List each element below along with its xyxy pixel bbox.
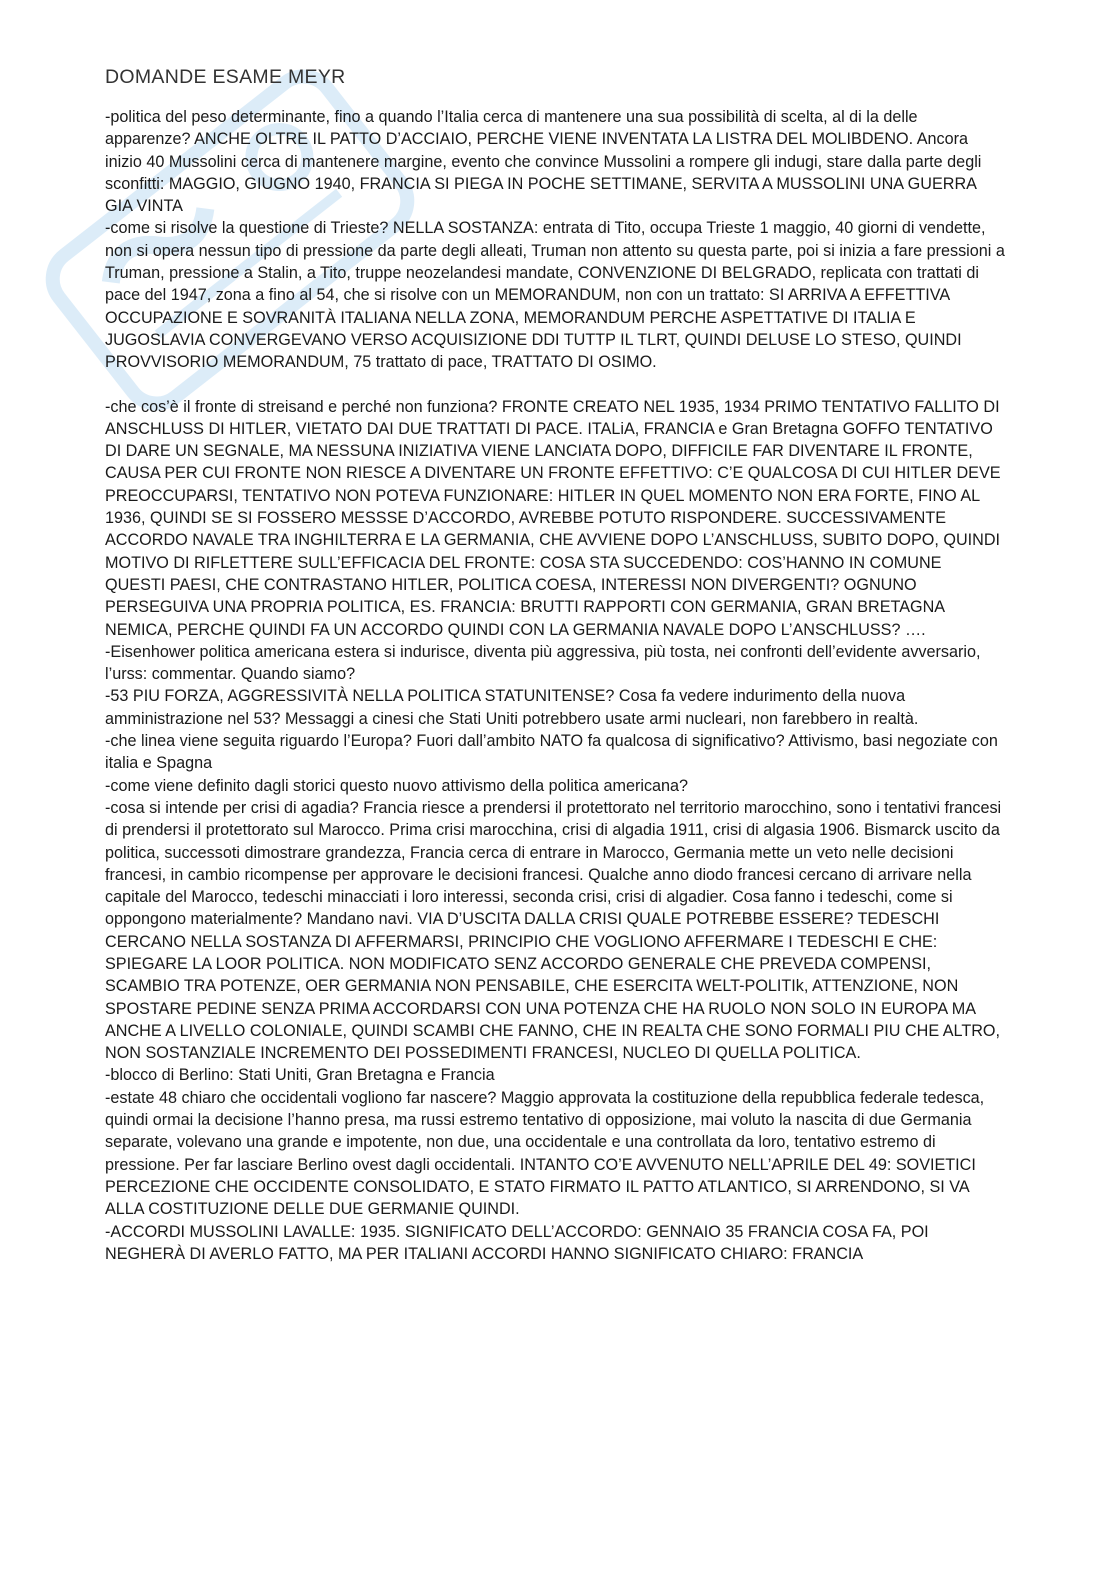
paragraph-peso-determinante: -politica del peso determinante, fino a quando l’Italia cerca di mantenere una sua possibilità di scelta, al di la delle apparenze? ANCHE OLTRE IL PATTO D’ACCIAIO, PERCHE VIENE INVENTATA LA LISTRA DEL MOLIBDENO. Ancora inizio 40 Mussolini cerca di mantenere margine, evento che convince Mussolini a rompere gli indugi, stare dalla parte degli sconfitti: MAGGIO, GIUGNO 1940, FRANCIA SI PIEGA IN POCHE SETTIMANE, SERVITA A MUSSOLINI UNA GUERRA GIA VINTA — [105, 108, 982, 216]
document-title: DOMANDE ESAME MEYR — [105, 66, 346, 88]
paragraph-trieste: -come si risolve la questione di Trieste? NELLA SOSTANZA: entrata di Tito, occupa Trieste 1 maggio, 40 giorni di vendette, non si opera nessun tipo di pressione da parte degli alleati, Truman non attento su questa parte, poi si inizia a fare pressioni a Truman, pressione a Stalin, a Tito, truppe neozelandesi mandate, CONVENZIONE DI BELGRADO, replicata con trattati di pace del 1947, zona a fino al 54, che si risolve con un MEMORANDUM, non con un trattato: SI ARRIVA A EFFETTIVA OCCUPAZIONE E SOVRANITÀ ITALIANA NELLA ZONA, MEMORANDUM PERCHE ASPETTATIVE DI ITALIA E JUGOSLAVIA CONVERGEVANO VERSO ACQUISIZIONE DDI TUTTP IL TLRT, QUINDI DELUSE LO STESO, QUINDI PROVVISORIO MEMORANDUM, 75 trattato di pace, TRATTATO DI OSIMO. — [105, 219, 1005, 372]
paragraph-attivismo: -come viene definito dagli storici questo nuovo attivismo della politica americana? — [105, 776, 689, 795]
document-page — [105, 66, 1005, 1265]
paragraph-eisenhower: -Eisenhower politica americana estera si indurisce, diventa più aggressiva, più tosta, nei confronti dell’evidente avversario, l’urss: commentar. Quando siamo? — [105, 642, 981, 684]
paragraph-fronte-stresa: -che cos’è il fronte di streisand e perché non funziona? FRONTE CREATO NEL 1935, 1934 PRIMO TENTATIVO FALLITO DI ANSCHLUSS DI HITLER, VIETATO DAI DUE TRATTATI DI PACE. ITALiA, FRANCIA e Gran Bretagna GOFFO TENTATIVO DI DARE UN SEGNALE, MA NESSUNA INIZIATIVA VIENE LANCIATA DOPO, DIFFICILE FAR DIVENTARE IL FRONTE, CAUSA PER CUI FRONTE NON RIESCE A DIVENTARE UN FRONTE EFFETTIVO: C’E QUALCOSA DI CUI HITLER DEVE PREOCCUPARSI, TENTATIVO NON POTEVA FUNZIONARE: HITLER IN QUEL MOMENTO NON ERA FORTE, FINO AL 1936, QUINDI SE SI FOSSERO MESSSE D’ACCORDO, AVREBBE POTUTO RISPONDERE. SUCCESSIVAMENTE ACCORDO NAVALE TRA INGHILTERRA E LA GERMANIA, CHE AVVIENE DOPO L’ANSCHLUSS, SUBITO DOPO, QUINDI MOTIVO DI RIFLETTERE SULL’EFFICACIA DEL FRONTE: COSA STA SUCCEDENDO: COS’HANNO IN COMUNE QUESTI PAESI, CHE CONTRASTANO HITLER, POLITICA COESA, INTERESSI NON DIVERGENTI? OGNUNO PERSEGUIVA UNA PROPRIA POLITICA, ES. FRANCIA: BRUTTI RAPPORTI CON GERMANIA, GRAN BRETAGNA NEMICA, PERCHE QUINDI FA UN ACCORDO QUINDI CON LA GERMANIA NAVALE DOPO L’ANSCHLUSS? …. — [105, 397, 1001, 639]
paragraph-europa-linea: -che linea viene seguita riguardo l’Europa? Fuori dall’ambito NATO fa qualcosa di significativo? Attivismo, basi negoziate con italia e Spagna — [105, 732, 998, 773]
paragraph-estate-48: -estate 48 chiaro che occidentali vogliono far nascere? Maggio approvata la costituzione della repubblica federale tedesca, quindi ormai la decisione l’hanno presa, ma russi estremo tentativo di opposizione, mai voluto la nascita di due Germania separate, volevano una grande e impotente, non due, una occidentale e una controllata da loro, tentativo estremo di pressione. Per far lasciare Berlino ovest dagli occidentali. INTANTO CO’E AVVENUTO NELL’APRILE DEL 49: SOVIETICI PERCEZIONE CHE OCCIDENTE CONSOLIDATO, E STATO FIRMATO IL PATTO ATLANTICO, SI ARRENDONO, SI VA ALLA COSTITUZIONE DELLE DUE GERMANIE QUINDI. — [105, 1088, 985, 1219]
paragraph-accordi-mussolini-laval: -ACCORDI MUSSOLINI LAVALLE: 1935. SIGNIFICATO DELL’ACCORDO: GENNAIO 35 FRANCIA COSA FA, POI NEGHERÀ DI AVERLO FATTO, MA PER ITALIANI ACCORDI HANNO SIGNIFICATO CHIARO: FRANCIA — [105, 1222, 929, 1263]
paragraph-53-forza: -53 PIU FORZA, AGGRESSIVITÀ NELLA POLITICA STATUNITENSE? Cosa fa vedere indurimento della nuova amministrazione nel 53? Messaggi a cinesi che Stati Uniti potrebbero usate armi nucleari, non farebbero in realtà. — [105, 687, 919, 728]
paragraph-blocco-berlino: -blocco di Berlino: Stati Uniti, Gran Bretagna e Francia — [105, 1066, 495, 1085]
paragraph-crisi-agadir: -cosa si intende per crisi di agadia? Francia riesce a prendersi il protettorato nel territorio marocchino, sono i tentativi francesi di prendersi il protettorato sul Marocco. Prima crisi marocchina, crisi di algadia 1911, crisi di algasia 1906. Bismarck uscito da politica, successoti dimostrare grandezza, Francia cerca di entrare in Marocco, Germania mette un veto nelle decisioni francesi, in cambio ricompense per approvare le decisioni francesi. Qualche anno diodo francesi cercano di arrivare nella capitale del Marocco, tedeschi minacciati i loro interessi, seconda crisi, crisi di algadier. Cosa fanno i tedeschi, come si oppongono materialmente? Mandano navi. VIA D’USCITA DALLA CRISI QUALE POTREBBE ESSERE? TEDESCHI CERCANO NELLA SOSTANZA DI AFFERMARSI, PRINCIPIO CHE VOGLIONO AFFERMARE I TEDESCHI E CHE: SPIEGARE LA LOOR POLITICA. NON MODIFICATO SENZ ACCORDO GENERALE CHE PREVEDA COMPENSI, SCAMBIO TRA POTENZE, OER GERMANIA NON PENSABILE, CHE ESERCITA WELT-POLITIk, ATTENZIONE, NON SPOSTARE PEDINE SENZA PRIMA ACCORDARSI CON UNA POTENZA CHE HA RUOLO NON SOLO IN EUROPA MA ANCHE A LIVELLO COLONIALE, QUINDI SCAMBI CHE FANNO, CHE IN REALTA CHE SONO FORMALI PIU CHE ALTRO, NON SOSTANZIALE INCREMENTO DEI POSSEDIMENTI FRANCESI, NUCLEO DI QUELLA POLITICA. — [105, 798, 1002, 1063]
paragraph-spacer — [105, 374, 1005, 396]
